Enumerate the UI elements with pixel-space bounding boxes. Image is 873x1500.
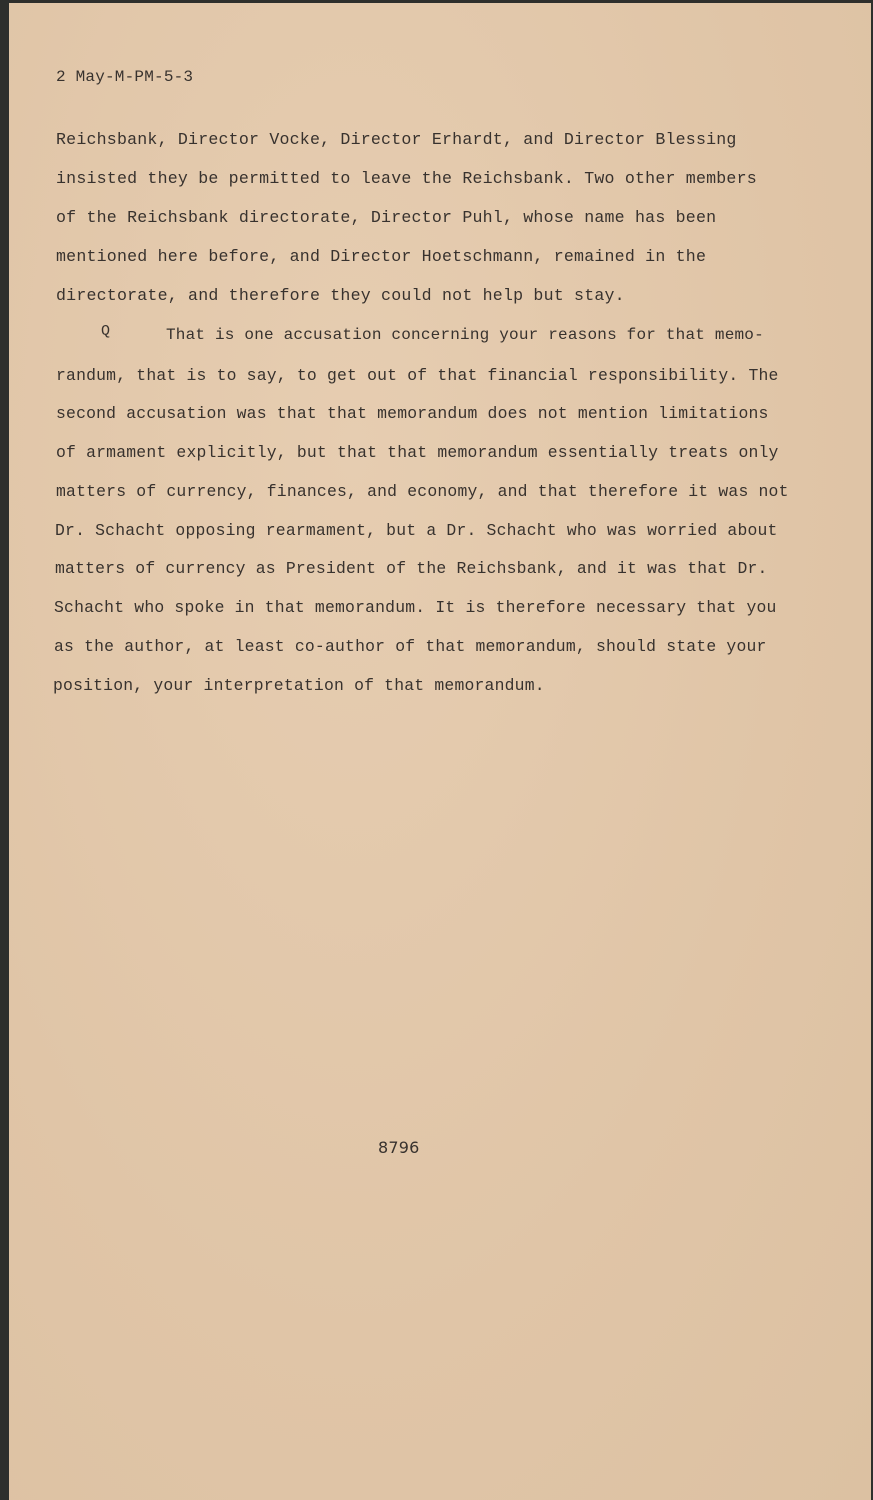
text-line: mentioned here before, and Director Hoetschmann, remained in the [56,247,707,266]
page-number: 8796 [378,1138,420,1157]
text-line: randum, that is to say, to get out of that financial responsibility. The [56,366,779,385]
text-line: of the Reichsbank directorate, Director Puhl, whose name has been [56,208,717,227]
text-line: matters of currency as President of the Reichsbank, and it was that Dr. [55,559,768,578]
text-line: Dr. Schacht opposing rearmament, but a Dr. Schacht who was worried about [55,521,778,540]
text-line: position, your interpretation of that memorandum. [53,676,545,695]
text-line: matters of currency, finances, and economy, and that therefore it was not [56,482,789,501]
text-line: of armament explicitly, but that that memorandum essentially treats only [56,443,779,462]
question-marker: Q [101,323,111,340]
page-header: 2 May-M-PM-5-3 [56,68,194,86]
text-line: second accusation was that that memorandum does not mention limitations [56,404,769,423]
text-line: as the author, at least co-author of that memorandum, should state your [54,637,767,656]
text-line: directorate, and therefore they could not help but stay. [56,286,625,305]
text-line: insisted they be permitted to leave the Reichsbank. Two other members [56,169,757,188]
text-line: That is one accusation concerning your reasons for that memo- [166,326,764,344]
text-line: Schacht who spoke in that memorandum. It is therefore necessary that you [54,598,777,617]
text-line: Reichsbank, Director Vocke, Director Erhardt, and Director Blessing [56,130,737,149]
document-page [9,3,871,1500]
